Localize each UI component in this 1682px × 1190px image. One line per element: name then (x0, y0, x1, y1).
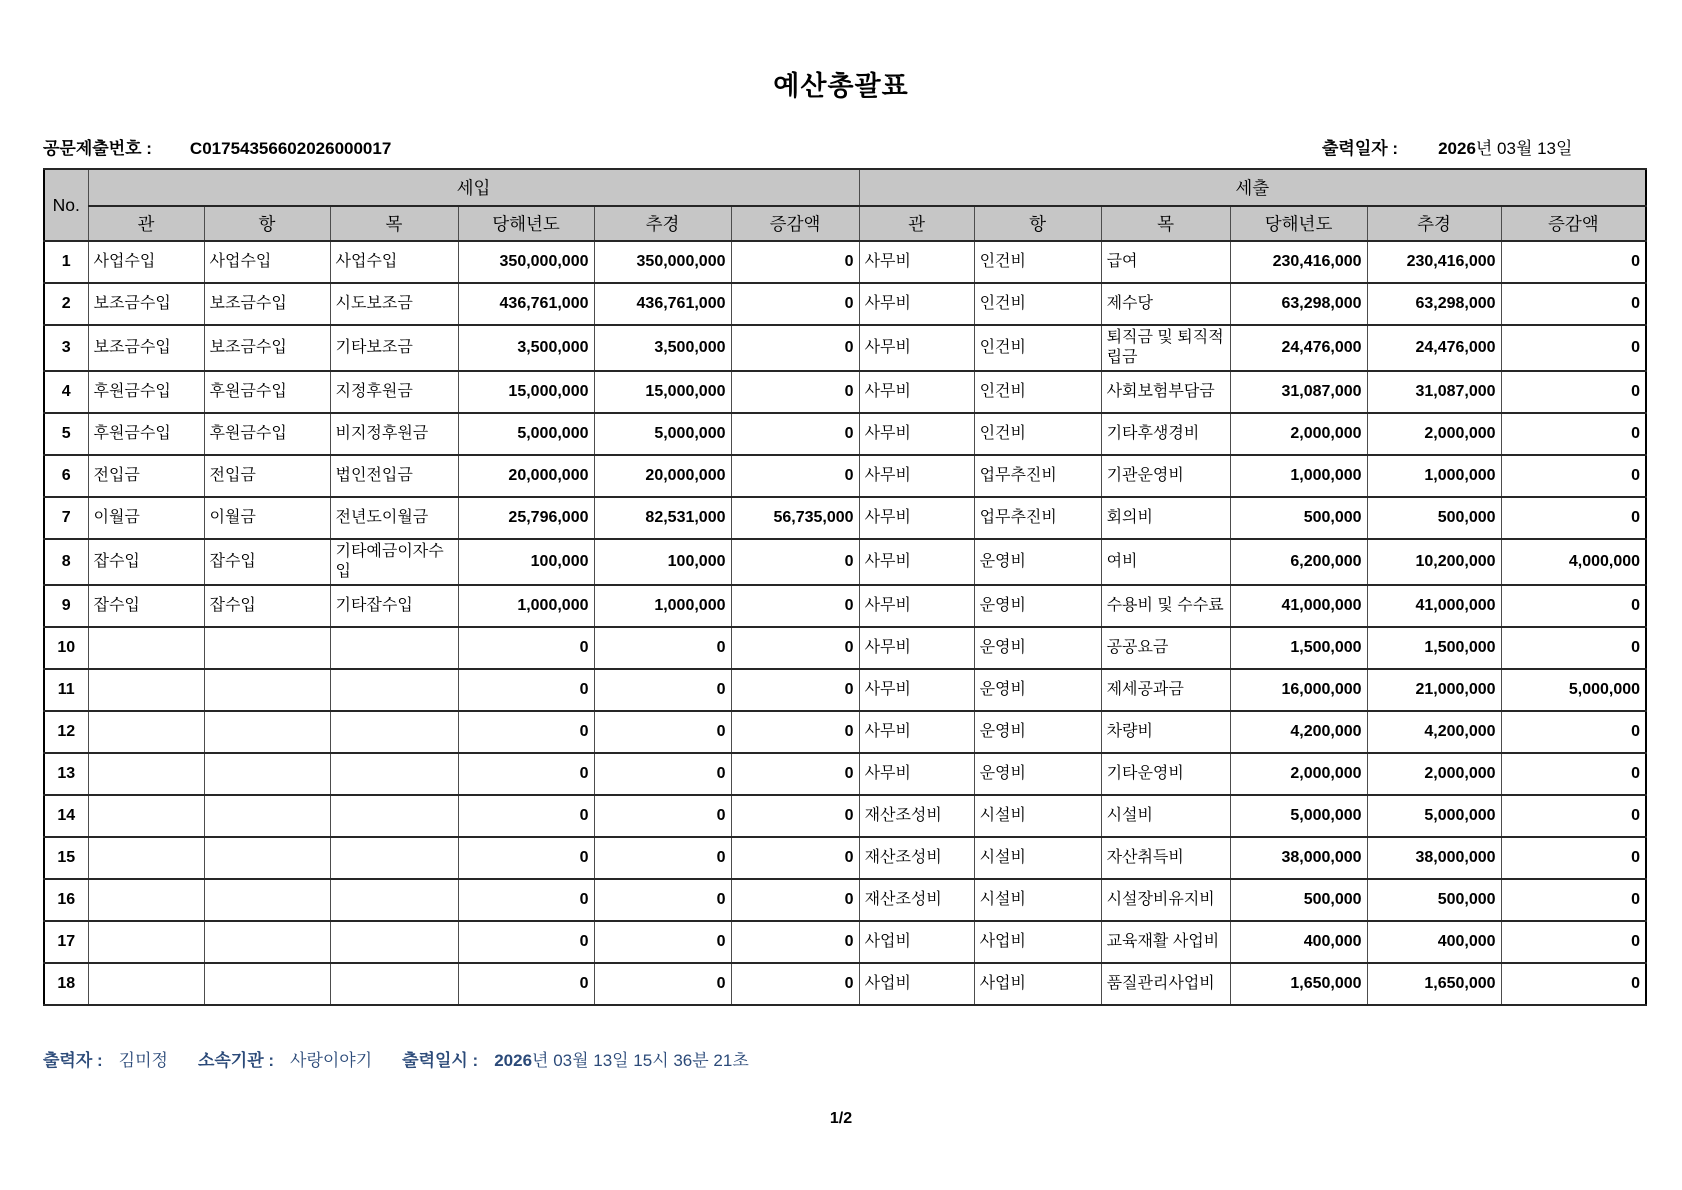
revenue-hang-cell (204, 795, 330, 837)
printed-at-year: 2026 (494, 1051, 533, 1070)
revenue-supplementary-cell: 0 (594, 753, 731, 795)
expense-current-year-cell: 16,000,000 (1230, 669, 1367, 711)
row-number-cell: 16 (44, 879, 88, 921)
row-number-cell: 9 (44, 585, 88, 627)
revenue-hang-cell (204, 879, 330, 921)
page-title: 예산총괄표 (773, 71, 909, 101)
revenue-change-cell: 0 (731, 627, 859, 669)
revenue-current-year-cell: 3,500,000 (458, 325, 594, 371)
expense-hang-cell: 시설비 (974, 879, 1101, 921)
expense-change-cell: 0 (1501, 497, 1646, 539)
revenue-hang-cell (204, 669, 330, 711)
row-number-cell: 13 (44, 753, 88, 795)
expense-mok-cell: 기관운영비 (1101, 455, 1230, 497)
expense-current-year-cell: 4,200,000 (1230, 711, 1367, 753)
revenue-mok-cell (330, 921, 458, 963)
revenue-change-cell: 0 (731, 325, 859, 371)
expense-gwan-cell: 사무비 (859, 413, 974, 455)
table-row (44, 455, 1646, 497)
revenue-mok-cell: 법인전입금 (330, 455, 458, 497)
revenue-gwan-cell (88, 627, 204, 669)
revenue-current-year-cell: 0 (458, 795, 594, 837)
expense-gwan-cell: 사업비 (859, 963, 974, 1005)
expense-change-cell: 4,000,000 (1501, 539, 1646, 585)
revenue-change-cell: 0 (731, 879, 859, 921)
table-row (44, 711, 1646, 753)
row-number-cell: 2 (44, 283, 88, 325)
revenue-mok-cell (330, 711, 458, 753)
revenue-subheader-hang: 항 (204, 206, 330, 241)
revenue-subheader-supplementary: 추경 (594, 206, 731, 241)
expense-hang-cell: 업무추진비 (974, 455, 1101, 497)
revenue-gwan-cell (88, 879, 204, 921)
table-row (44, 371, 1646, 413)
expense-supplementary-cell: 2,000,000 (1367, 413, 1501, 455)
revenue-mok-cell (330, 795, 458, 837)
expense-current-year-cell: 500,000 (1230, 879, 1367, 921)
revenue-current-year-cell: 5,000,000 (458, 413, 594, 455)
revenue-supplementary-cell: 0 (594, 879, 731, 921)
expense-mok-cell: 회의비 (1101, 497, 1230, 539)
revenue-supplementary-cell: 15,000,000 (594, 371, 731, 413)
expense-mok-cell: 품질관리사업비 (1101, 963, 1230, 1005)
revenue-hang-cell (204, 627, 330, 669)
revenue-hang-cell: 잡수입 (204, 585, 330, 627)
row-number-cell: 1 (44, 241, 88, 283)
row-number-cell: 11 (44, 669, 88, 711)
row-number-cell: 8 (44, 539, 88, 585)
table-row (44, 921, 1646, 963)
expense-supplementary-cell: 1,000,000 (1367, 455, 1501, 497)
expense-gwan-cell: 사무비 (859, 455, 974, 497)
expense-change-cell: 0 (1501, 455, 1646, 497)
expense-current-year-cell: 1,500,000 (1230, 627, 1367, 669)
expense-mok-cell: 퇴직금 및 퇴직적립금 (1101, 325, 1230, 371)
col-header-no: No. (44, 169, 88, 241)
col-header-expense: 세출 (859, 169, 1646, 206)
revenue-current-year-cell: 0 (458, 711, 594, 753)
org-name: 사랑이야기 (290, 1051, 373, 1070)
revenue-current-year-cell: 350,000,000 (458, 241, 594, 283)
expense-current-year-cell: 6,200,000 (1230, 539, 1367, 585)
expense-gwan-cell: 사무비 (859, 585, 974, 627)
row-number-cell: 5 (44, 413, 88, 455)
revenue-current-year-cell: 0 (458, 963, 594, 1005)
revenue-gwan-cell (88, 753, 204, 795)
row-number-cell: 17 (44, 921, 88, 963)
expense-hang-cell: 인건비 (974, 371, 1101, 413)
expense-subheader-change: 증감액 (1501, 206, 1646, 241)
expense-change-cell: 0 (1501, 325, 1646, 371)
expense-gwan-cell: 사업비 (859, 921, 974, 963)
expense-supplementary-cell: 31,087,000 (1367, 371, 1501, 413)
expense-gwan-cell: 재산조성비 (859, 837, 974, 879)
revenue-current-year-cell: 0 (458, 837, 594, 879)
revenue-hang-cell (204, 921, 330, 963)
revenue-gwan-cell: 잡수입 (88, 539, 204, 585)
revenue-change-cell: 0 (731, 711, 859, 753)
row-number-cell: 12 (44, 711, 88, 753)
expense-gwan-cell: 사무비 (859, 627, 974, 669)
expense-mok-cell: 기타후생경비 (1101, 413, 1230, 455)
revenue-change-cell: 0 (731, 963, 859, 1005)
expense-change-cell: 0 (1501, 711, 1646, 753)
expense-supplementary-cell: 500,000 (1367, 497, 1501, 539)
revenue-current-year-cell: 20,000,000 (458, 455, 594, 497)
revenue-mok-cell (330, 753, 458, 795)
expense-subheader-supplementary: 추경 (1367, 206, 1501, 241)
table-row (44, 283, 1646, 325)
expense-supplementary-cell: 500,000 (1367, 879, 1501, 921)
expense-gwan-cell: 사무비 (859, 711, 974, 753)
row-number-cell: 3 (44, 325, 88, 371)
expense-change-cell: 0 (1501, 413, 1646, 455)
revenue-current-year-cell: 25,796,000 (458, 497, 594, 539)
expense-mok-cell: 제세공과금 (1101, 669, 1230, 711)
revenue-supplementary-cell: 0 (594, 963, 731, 1005)
expense-hang-cell: 시설비 (974, 837, 1101, 879)
revenue-gwan-cell: 잡수입 (88, 585, 204, 627)
print-date-label: 출력일자 : (1322, 139, 1399, 158)
expense-gwan-cell: 사무비 (859, 539, 974, 585)
expense-current-year-cell: 38,000,000 (1230, 837, 1367, 879)
expense-current-year-cell: 41,000,000 (1230, 585, 1367, 627)
revenue-change-cell: 0 (731, 241, 859, 283)
printed-at-label: 출력일시 : (402, 1051, 479, 1070)
revenue-current-year-cell: 100,000 (458, 539, 594, 585)
revenue-mok-cell: 기타보조금 (330, 325, 458, 371)
revenue-change-cell: 0 (731, 539, 859, 585)
revenue-change-cell: 0 (731, 669, 859, 711)
expense-mok-cell: 공공요금 (1101, 627, 1230, 669)
expense-subheader-hang: 항 (974, 206, 1101, 241)
revenue-supplementary-cell: 0 (594, 921, 731, 963)
printed-at-value (494, 1051, 749, 1070)
revenue-mok-cell: 사업수입 (330, 241, 458, 283)
revenue-mok-cell: 기타예금이자수입 (330, 539, 458, 585)
print-date-year: 2026 (1438, 139, 1476, 158)
print-date (1322, 134, 1572, 159)
revenue-hang-cell (204, 753, 330, 795)
expense-change-cell: 0 (1501, 879, 1646, 921)
expense-gwan-cell: 사무비 (859, 753, 974, 795)
table-body (44, 241, 1646, 1005)
revenue-current-year-cell: 436,761,000 (458, 283, 594, 325)
printer-label: 출력자 : (43, 1051, 103, 1070)
revenue-subheader-mok: 목 (330, 206, 458, 241)
expense-mok-cell: 급여 (1101, 241, 1230, 283)
revenue-gwan-cell (88, 837, 204, 879)
revenue-supplementary-cell: 20,000,000 (594, 455, 731, 497)
revenue-gwan-cell: 전입금 (88, 455, 204, 497)
row-number-cell: 10 (44, 627, 88, 669)
revenue-change-cell: 0 (731, 283, 859, 325)
row-number-cell: 18 (44, 963, 88, 1005)
expense-gwan-cell: 사무비 (859, 497, 974, 539)
expense-hang-cell: 인건비 (974, 241, 1101, 283)
revenue-hang-cell (204, 837, 330, 879)
expense-gwan-cell: 사무비 (859, 325, 974, 371)
expense-change-cell: 0 (1501, 795, 1646, 837)
revenue-supplementary-cell: 1,000,000 (594, 585, 731, 627)
expense-hang-cell: 운영비 (974, 539, 1101, 585)
revenue-change-cell: 0 (731, 371, 859, 413)
budget-summary-table (43, 168, 1647, 1006)
expense-current-year-cell: 63,298,000 (1230, 283, 1367, 325)
expense-mok-cell: 사회보험부담금 (1101, 371, 1230, 413)
expense-supplementary-cell: 38,000,000 (1367, 837, 1501, 879)
table-row (44, 585, 1646, 627)
table-row (44, 413, 1646, 455)
page-number: 1/2 (829, 1110, 853, 1127)
revenue-gwan-cell (88, 921, 204, 963)
expense-current-year-cell: 31,087,000 (1230, 371, 1367, 413)
revenue-supplementary-cell: 0 (594, 837, 731, 879)
expense-hang-cell: 업무추진비 (974, 497, 1101, 539)
expense-mok-cell: 시설비 (1101, 795, 1230, 837)
revenue-current-year-cell: 0 (458, 627, 594, 669)
row-number-cell: 15 (44, 837, 88, 879)
revenue-gwan-cell: 보조금수입 (88, 325, 204, 371)
revenue-subheader-gwan: 관 (88, 206, 204, 241)
revenue-subheader-current-year: 당해년도 (458, 206, 594, 241)
revenue-gwan-cell (88, 795, 204, 837)
expense-supplementary-cell: 63,298,000 (1367, 283, 1501, 325)
expense-current-year-cell: 24,476,000 (1230, 325, 1367, 371)
expense-mok-cell: 차량비 (1101, 711, 1230, 753)
revenue-mok-cell: 기타잡수입 (330, 585, 458, 627)
revenue-mok-cell: 전년도이월금 (330, 497, 458, 539)
revenue-current-year-cell: 15,000,000 (458, 371, 594, 413)
row-number-cell: 7 (44, 497, 88, 539)
revenue-hang-cell: 잡수입 (204, 539, 330, 585)
revenue-current-year-cell: 0 (458, 669, 594, 711)
revenue-hang-cell: 이월금 (204, 497, 330, 539)
revenue-gwan-cell (88, 963, 204, 1005)
expense-change-cell: 0 (1501, 921, 1646, 963)
expense-current-year-cell: 5,000,000 (1230, 795, 1367, 837)
expense-current-year-cell: 2,000,000 (1230, 753, 1367, 795)
revenue-mok-cell (330, 963, 458, 1005)
expense-change-cell: 0 (1501, 627, 1646, 669)
expense-hang-cell: 운영비 (974, 753, 1101, 795)
table-row (44, 963, 1646, 1005)
revenue-supplementary-cell: 0 (594, 627, 731, 669)
revenue-supplementary-cell: 350,000,000 (594, 241, 731, 283)
expense-change-cell: 0 (1501, 371, 1646, 413)
expense-hang-cell: 사업비 (974, 921, 1101, 963)
table-row (44, 539, 1646, 585)
table-row (44, 837, 1646, 879)
revenue-gwan-cell: 후원금수입 (88, 413, 204, 455)
printer-name: 김미정 (118, 1051, 168, 1070)
row-number-cell: 4 (44, 371, 88, 413)
expense-gwan-cell: 사무비 (859, 283, 974, 325)
revenue-mok-cell (330, 627, 458, 669)
revenue-change-cell: 0 (731, 837, 859, 879)
revenue-mok-cell (330, 879, 458, 921)
table-row (44, 325, 1646, 371)
expense-supplementary-cell: 1,500,000 (1367, 627, 1501, 669)
revenue-change-cell: 0 (731, 455, 859, 497)
expense-current-year-cell: 500,000 (1230, 497, 1367, 539)
table-row (44, 669, 1646, 711)
expense-hang-cell: 인건비 (974, 283, 1101, 325)
table-row (44, 627, 1646, 669)
revenue-mok-cell (330, 669, 458, 711)
expense-hang-cell: 운영비 (974, 669, 1101, 711)
expense-supplementary-cell: 10,200,000 (1367, 539, 1501, 585)
expense-gwan-cell: 사무비 (859, 241, 974, 283)
expense-change-cell: 0 (1501, 283, 1646, 325)
table-row (44, 241, 1646, 283)
expense-change-cell: 0 (1501, 241, 1646, 283)
col-header-revenue: 세입 (88, 169, 859, 206)
expense-change-cell: 5,000,000 (1501, 669, 1646, 711)
table-row (44, 753, 1646, 795)
revenue-mok-cell: 지정후원금 (330, 371, 458, 413)
revenue-supplementary-cell: 5,000,000 (594, 413, 731, 455)
revenue-supplementary-cell: 100,000 (594, 539, 731, 585)
revenue-change-cell: 0 (731, 585, 859, 627)
revenue-hang-cell: 후원금수입 (204, 371, 330, 413)
expense-change-cell: 0 (1501, 837, 1646, 879)
expense-mok-cell: 기타운영비 (1101, 753, 1230, 795)
expense-change-cell: 0 (1501, 585, 1646, 627)
doc-number-value: C01754356602026000017 (189, 139, 392, 158)
table-row (44, 795, 1646, 837)
revenue-hang-cell: 보조금수입 (204, 283, 330, 325)
revenue-hang-cell: 사업수입 (204, 241, 330, 283)
table-row (44, 879, 1646, 921)
revenue-current-year-cell: 1,000,000 (458, 585, 594, 627)
expense-gwan-cell: 재산조성비 (859, 795, 974, 837)
revenue-supplementary-cell: 3,500,000 (594, 325, 731, 371)
expense-hang-cell: 운영비 (974, 627, 1101, 669)
expense-mok-cell: 여비 (1101, 539, 1230, 585)
expense-current-year-cell: 2,000,000 (1230, 413, 1367, 455)
table-row (44, 497, 1646, 539)
printed-at-rest: 년 03월 13일 15시 36분 21초 (532, 1051, 749, 1070)
revenue-change-cell: 0 (731, 753, 859, 795)
revenue-supplementary-cell: 0 (594, 711, 731, 753)
revenue-gwan-cell: 후원금수입 (88, 371, 204, 413)
print-info-footer (43, 1046, 779, 1071)
expense-hang-cell: 인건비 (974, 413, 1101, 455)
revenue-supplementary-cell: 0 (594, 669, 731, 711)
revenue-gwan-cell: 사업수입 (88, 241, 204, 283)
row-number-cell: 14 (44, 795, 88, 837)
revenue-current-year-cell: 0 (458, 921, 594, 963)
revenue-gwan-cell (88, 669, 204, 711)
doc-number (43, 134, 391, 159)
expense-mok-cell: 자산취득비 (1101, 837, 1230, 879)
revenue-gwan-cell (88, 711, 204, 753)
expense-supplementary-cell: 400,000 (1367, 921, 1501, 963)
revenue-change-cell: 56,735,000 (731, 497, 859, 539)
revenue-gwan-cell: 보조금수입 (88, 283, 204, 325)
revenue-hang-cell: 후원금수입 (204, 413, 330, 455)
revenue-subheader-change: 증감액 (731, 206, 859, 241)
expense-hang-cell: 사업비 (974, 963, 1101, 1005)
expense-change-cell: 0 (1501, 753, 1646, 795)
revenue-change-cell: 0 (731, 921, 859, 963)
revenue-gwan-cell: 이월금 (88, 497, 204, 539)
expense-current-year-cell: 400,000 (1230, 921, 1367, 963)
revenue-mok-cell (330, 837, 458, 879)
expense-gwan-cell: 사무비 (859, 371, 974, 413)
expense-subheader-mok: 목 (1101, 206, 1230, 241)
expense-mok-cell: 수용비 및 수수료 (1101, 585, 1230, 627)
expense-gwan-cell: 사무비 (859, 669, 974, 711)
expense-subheader-gwan: 관 (859, 206, 974, 241)
print-date-rest: 년 03월 13일 (1475, 139, 1573, 158)
expense-hang-cell: 운영비 (974, 711, 1101, 753)
expense-subheader-current-year: 당해년도 (1230, 206, 1367, 241)
revenue-current-year-cell: 0 (458, 879, 594, 921)
expense-supplementary-cell: 1,650,000 (1367, 963, 1501, 1005)
revenue-mok-cell: 비지정후원금 (330, 413, 458, 455)
expense-current-year-cell: 1,000,000 (1230, 455, 1367, 497)
expense-change-cell: 0 (1501, 963, 1646, 1005)
revenue-hang-cell: 전입금 (204, 455, 330, 497)
expense-supplementary-cell: 24,476,000 (1367, 325, 1501, 371)
org-label: 소속기관 : (197, 1051, 275, 1070)
expense-supplementary-cell: 41,000,000 (1367, 585, 1501, 627)
expense-gwan-cell: 재산조성비 (859, 879, 974, 921)
expense-mok-cell: 교육재활 사업비 (1101, 921, 1230, 963)
revenue-current-year-cell: 0 (458, 753, 594, 795)
print-date-value (1438, 139, 1572, 158)
expense-hang-cell: 시설비 (974, 795, 1101, 837)
expense-current-year-cell: 1,650,000 (1230, 963, 1367, 1005)
revenue-change-cell: 0 (731, 413, 859, 455)
expense-current-year-cell: 230,416,000 (1230, 241, 1367, 283)
expense-supplementary-cell: 5,000,000 (1367, 795, 1501, 837)
revenue-mok-cell: 시도보조금 (330, 283, 458, 325)
expense-supplementary-cell: 2,000,000 (1367, 753, 1501, 795)
revenue-change-cell: 0 (731, 795, 859, 837)
expense-supplementary-cell: 230,416,000 (1367, 241, 1501, 283)
row-number-cell: 6 (44, 455, 88, 497)
revenue-hang-cell (204, 963, 330, 1005)
expense-supplementary-cell: 21,000,000 (1367, 669, 1501, 711)
revenue-supplementary-cell: 0 (594, 795, 731, 837)
expense-hang-cell: 운영비 (974, 585, 1101, 627)
revenue-supplementary-cell: 82,531,000 (594, 497, 731, 539)
expense-hang-cell: 인건비 (974, 325, 1101, 371)
revenue-hang-cell: 보조금수입 (204, 325, 330, 371)
expense-mok-cell: 시설장비유지비 (1101, 879, 1230, 921)
revenue-hang-cell (204, 711, 330, 753)
revenue-supplementary-cell: 436,761,000 (594, 283, 731, 325)
expense-supplementary-cell: 4,200,000 (1367, 711, 1501, 753)
expense-mok-cell: 제수당 (1101, 283, 1230, 325)
doc-number-label: 공문제출번호 : (43, 139, 152, 158)
